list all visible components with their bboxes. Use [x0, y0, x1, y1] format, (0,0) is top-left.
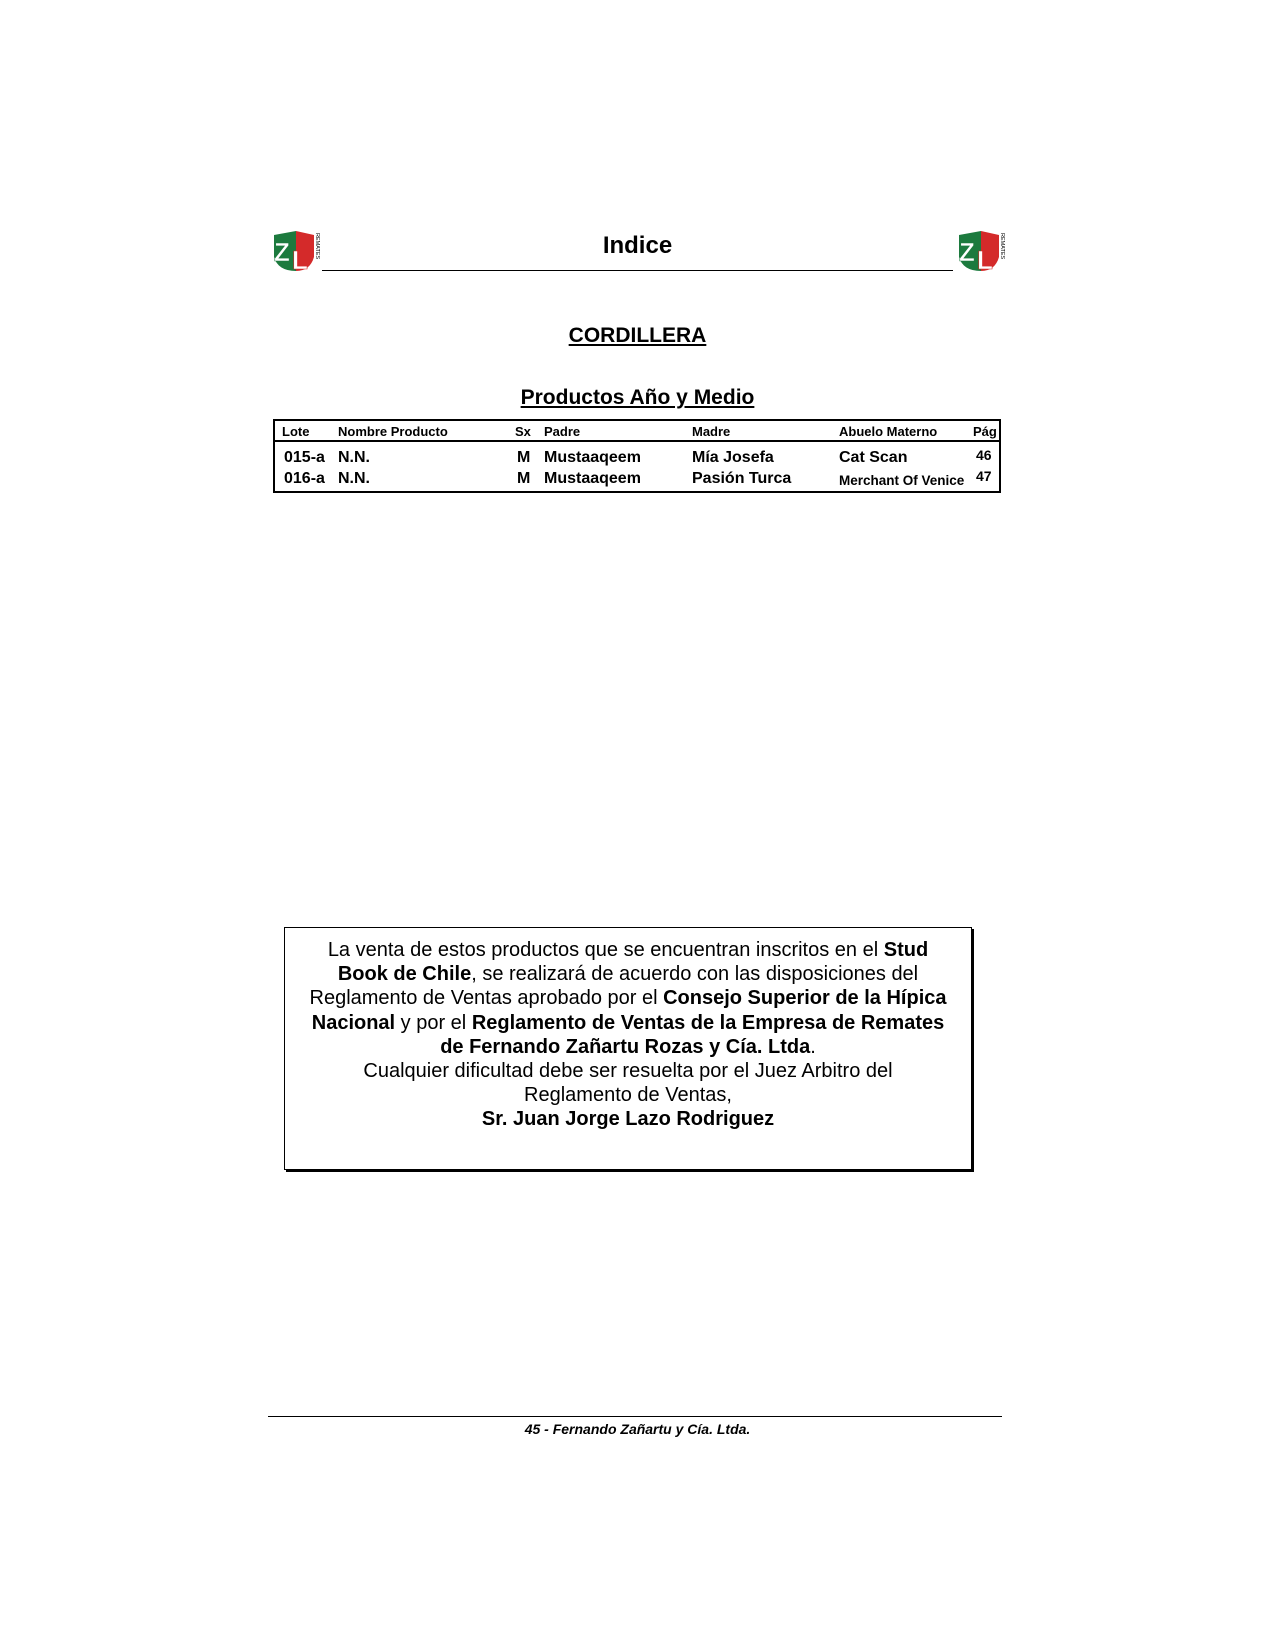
- notice-stud-book: Stud Book de Chile: [337, 939, 929, 986]
- svg-text:L: L: [292, 245, 308, 275]
- page-header: [270, 227, 1005, 277]
- sales-notice: [284, 927, 972, 1170]
- svg-text:Z: Z: [274, 237, 290, 267]
- page-footer: 45 - Fernando Zañartu y Cía. Ltda.: [524, 1421, 751, 1437]
- notice-text: y por el: [395, 1011, 472, 1034]
- cell-pag: 47: [976, 468, 992, 484]
- header-madre: Madre: [692, 424, 731, 439]
- notice-text: , se realizará de acuerdo con las disposiciones del Reglamento de Ventas aprobado por el: [309, 963, 919, 1010]
- notice-reglamento: Reglamento de Ventas de la Empresa de Remates de Fernando Zañartu Rozas y Cía. Ltda: [440, 1011, 945, 1058]
- footer-rule: [268, 1416, 1002, 1417]
- subsection-title: Productos Año y Medio: [520, 386, 755, 409]
- svg-text:REMATES: REMATES: [999, 233, 1005, 260]
- products-table: [273, 419, 1001, 493]
- header-pag: Pág: [973, 424, 997, 439]
- cell-nombre: N.N.: [338, 470, 370, 487]
- svg-text:Z: Z: [959, 237, 975, 267]
- header-sx: Sx: [515, 424, 531, 439]
- cell-nombre: N.N.: [338, 449, 370, 466]
- zl-remates-logo: [955, 227, 1005, 275]
- cell-lote: 016-a: [284, 470, 325, 487]
- cell-padre: Mustaaqeem: [544, 449, 641, 466]
- cell-pag: 46: [976, 447, 992, 463]
- table-row: [275, 449, 999, 469]
- table-row: [275, 470, 999, 490]
- cell-madre: Mía Josefa: [692, 449, 774, 466]
- header-lote: Lote: [282, 424, 310, 439]
- notice-text: La venta de estos productos que se encuentran inscritos en el: [327, 939, 884, 961]
- header-nombre: Nombre Producto: [338, 424, 448, 439]
- svg-text:L: L: [977, 245, 993, 275]
- cell-madre: Pasión Turca: [692, 470, 792, 487]
- table-header-row: [275, 421, 999, 442]
- cell-padre: Mustaaqeem: [544, 470, 641, 487]
- notice-consejo: Consejo Superior de la Hípica Nacional: [311, 987, 947, 1034]
- header-abuelo: Abuelo Materno: [839, 424, 938, 439]
- cell-lote: 015-a: [284, 449, 325, 466]
- notice-judge-name: Sr. Juan Jorge Lazo Rodriguez: [481, 1108, 775, 1131]
- notice-arbitro: Cualquier dificultad debe ser resuelta por el Juez Arbitro del Reglamento de Ventas,: [363, 1060, 893, 1107]
- notice-text: .: [810, 1035, 816, 1058]
- svg-text:REMATES: REMATES: [314, 233, 320, 260]
- header-rule: [322, 270, 953, 271]
- section-title: CORDILLERA: [568, 324, 707, 347]
- header-padre: Padre: [544, 424, 581, 439]
- page-title: Indice: [602, 232, 673, 259]
- cell-sx: M: [517, 470, 531, 487]
- cell-abuelo: Merchant Of Venice: [839, 473, 965, 488]
- cell-abuelo: Cat Scan: [839, 449, 908, 466]
- cell-sx: M: [517, 449, 531, 466]
